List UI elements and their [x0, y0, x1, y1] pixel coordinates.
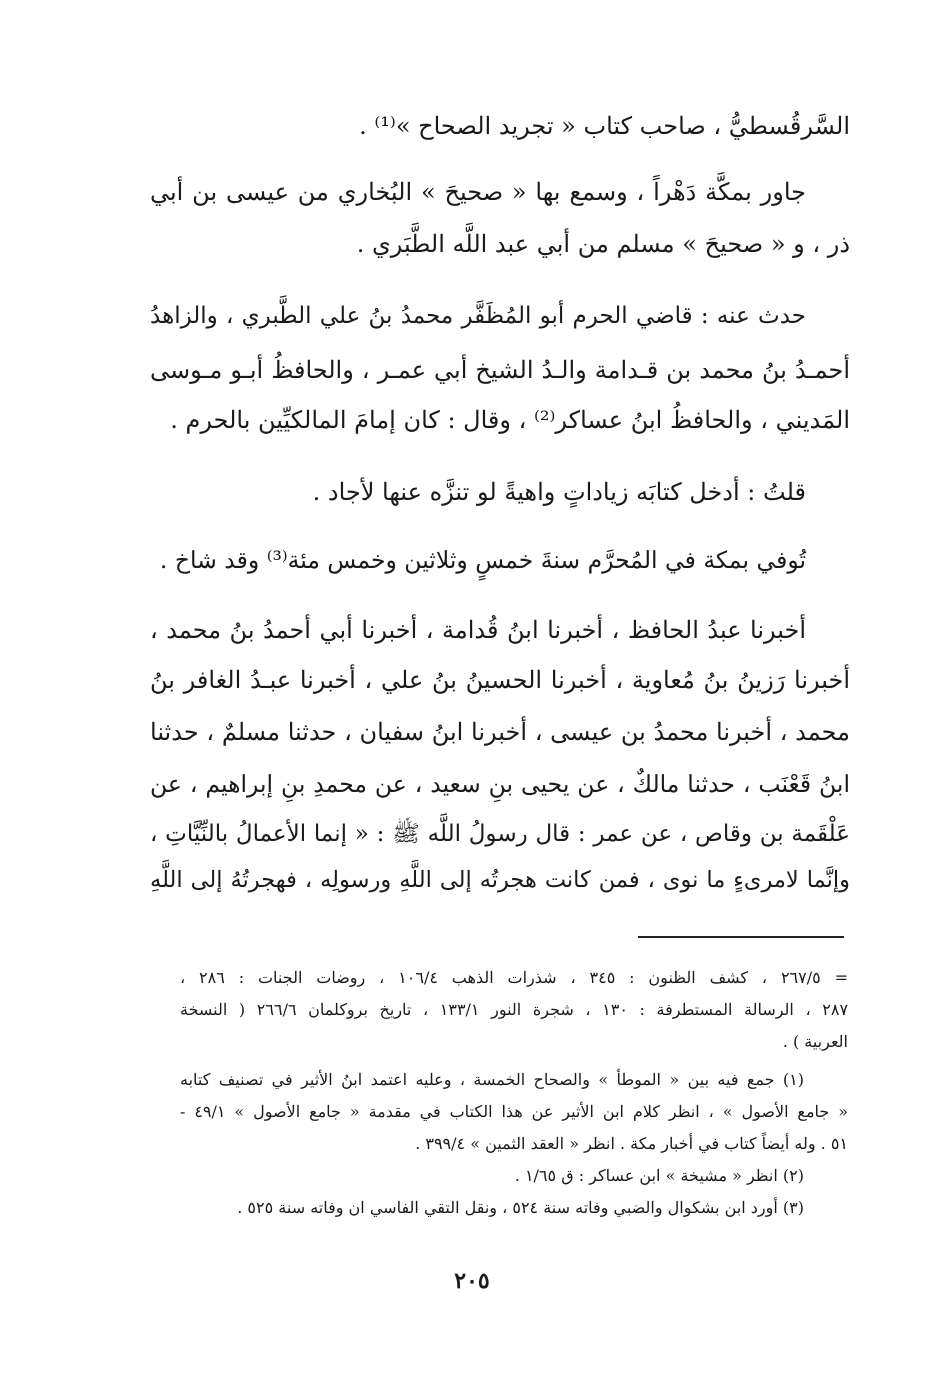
- text-line: محمد ، أخبرنا محمدُ بن عيسى ، أخبرنا ابنُ سفيان ، حدثنا مسلمٌ ، حدثنا: [150, 718, 850, 746]
- text-line: حدث عنه : قاضي الحرم أبو المُظَفَّر محمدُ بنُ علي الطَّبري ، والزاهدُ: [150, 303, 806, 329]
- footnote-line: العربية ) .: [782, 1032, 848, 1051]
- text-line: عَلْقَمة بن وقاص ، عن عمر : قال رسولُ اللَّه ﷺ : « إنما الأعمالُ بالنِّيَّاتِ ،: [150, 821, 850, 847]
- text-line: المَديني ، والحافظُ ابنُ عساكر⁽²⁾ ، وقال : كان إمامَ المالكيِّين بالحرم .: [170, 406, 850, 434]
- text-line: أخبرنا عبدُ الحافظ ، أخبرنا ابنُ قُدامة ، أخبرنا أبي أحمدُ بنُ محمد ،: [150, 616, 806, 644]
- text-line: تُوفي بمكة في المُحرَّم سنةَ خمسٍ وثلاثين وخمس مئة⁽³⁾ وقد شاخ .: [159, 546, 806, 574]
- footnote-line: (٢) انظر « مشيخة » ابن عساكر : ق ١/٦٥ .: [514, 1166, 804, 1185]
- text-line: السَّرقُسطيُّ ، صاحب كتاب « تجريد الصحاح »⁽¹⁾ .: [359, 112, 850, 140]
- text-line: وإنَّما لامرىءٍ ما نوى ، فمن كانت هجرتُه إلى اللَّهِ ورسولِه ، فهجرتُهُ إلى اللَّهِ: [150, 867, 850, 893]
- footnote-line: « جامع الأصول » ، انظر كلام ابن الأثير عن هذا الكتاب في مقدمة « جامع الأصول » ٤٩/١ -: [180, 1102, 848, 1121]
- footnote-line: (١) جمع فيه بين « الموطأ » والصحاح الخمسة ، وعليه اعتمد ابنُ الأثير في تصنيف كتابه: [180, 1070, 804, 1089]
- footnote-line: (٣) أورد ابن بشكوال والضبي وفاته سنة ٥٢٤ ، ونقل التقي الفاسي ان وفاته سنة ٥٢٥ .: [237, 1198, 804, 1217]
- text-line: ابنُ قَعْنَب ، حدثنا مالكٌ ، عن يحيى بنِ سعيد ، عن محمدِ بنِ إبراهيم ، عن: [150, 770, 850, 798]
- page-number: ٢٠٥: [454, 1268, 490, 1294]
- footnote-line: ٥١ . وله أيضاً كتاب في أخبار مكة . انظر « العقد الثمين » ٣٩٩/٤ .: [415, 1134, 848, 1153]
- text-line: ذر ، و « صحيحَ » مسلم من أبي عبد اللَّه الطَّبَري .: [356, 230, 850, 258]
- footnote-line: ٢٨٧ ، الرسالة المستطرفة : ١٣٠ ، شجرة النور ١٣٣/١ ، تاريخ بروكلمان ٢٦٦/٦ ( النسخة: [180, 1000, 849, 1019]
- text-line: قلتُ : أدخل كتابَه زياداتٍ واهيةً لو تنزَّه عنها لأجاد .: [312, 478, 806, 506]
- footnote-separator: [638, 936, 844, 938]
- text-line: جاور بمكَّة دَهْراً ، وسمع بها « صحيحَ » البُخاري من عيسى بن أبي: [150, 178, 806, 206]
- text-line: أخبرنا رَزينُ بنُ مُعاوية ، أخبرنا الحسينُ بنُ علي ، أخبرنا عبـدُ الغافر بنُ: [150, 666, 850, 694]
- text-line: أحمـدُ بنُ محمد بن قـدامة والـدُ الشيخ أبي عمـر ، والحافظُ أبـو مـوسى: [150, 356, 850, 384]
- footnote-line: = ٢٦٧/٥ ، كشف الظنون : ٣٤٥ ، شذرات الذهب ١٠٦/٤ ، روضات الجنات : ٢٨٦ ،: [180, 968, 848, 987]
